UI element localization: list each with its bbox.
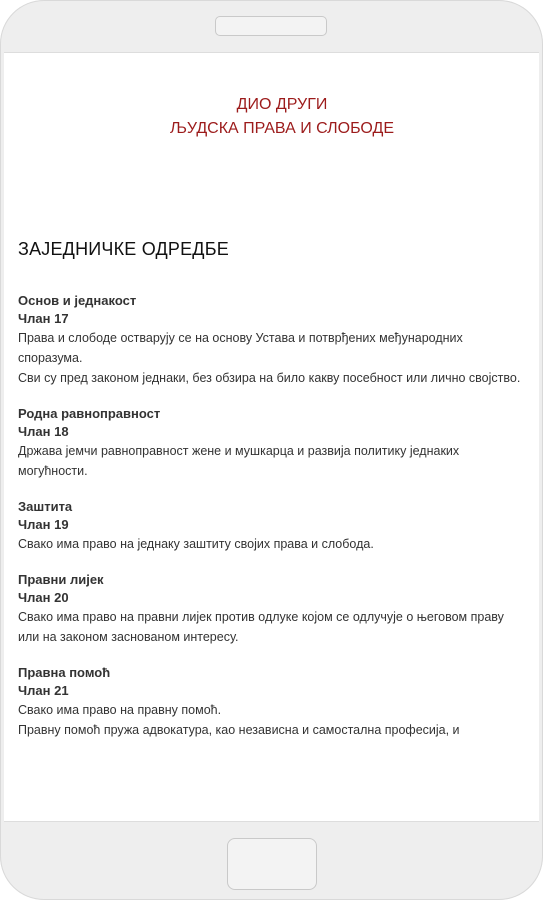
part-heading-line1: ДИО ДРУГИ: [236, 96, 328, 113]
article-number: Члан 20: [18, 590, 69, 605]
document-content: [18, 53, 526, 757]
article-text: [18, 607, 526, 647]
article-title: Родна равноправност: [18, 406, 161, 421]
article-paragraph: Свако има право на правну помоћ.: [18, 703, 222, 717]
phone-speaker: [215, 16, 327, 36]
article-paragraph: Свако има право на правни лијек против одлуке којом се одлучује о његовом праву или на законом заснованом интересу.: [18, 610, 504, 644]
article: [18, 498, 526, 554]
article-number: Члан 21: [18, 683, 69, 698]
article: [18, 571, 526, 647]
article-paragraph: Сви су пред законом једнаки, без обзира на било какву посебност или лично својство.: [18, 371, 521, 385]
article-title: Правна помоћ: [18, 665, 111, 680]
article-title: Заштита: [18, 499, 73, 514]
section-title: ЗАЈЕДНИЧКЕ ОДРЕДБЕ: [18, 239, 229, 259]
article: [18, 292, 526, 388]
home-button[interactable]: [227, 838, 317, 890]
article: [18, 405, 526, 481]
article-number: Члан 19: [18, 517, 69, 532]
article-number: Члан 18: [18, 424, 69, 439]
article-list: [18, 292, 526, 740]
screen[interactable]: [4, 52, 539, 822]
article-paragraph: Правну помоћ пружа адвокатура, као независна и самостална професија, и: [18, 723, 460, 737]
article: [18, 664, 526, 740]
article-title: Основ и једнакост: [18, 293, 137, 308]
part-heading-line2: ЉУДСКА ПРАВА И СЛОБОДЕ: [169, 120, 395, 137]
article-title: Правни лијек: [18, 572, 104, 587]
article-paragraph: Права и слободе остварују се на основу Устава и потврђених међународних споразума.: [18, 331, 463, 365]
article-text: [18, 534, 526, 554]
article-text: [18, 441, 526, 481]
article-text: [18, 328, 526, 388]
article-number: Члан 17: [18, 311, 69, 326]
article-paragraph: Држава јемчи равноправност жене и мушкарца и развија политику једнаких могућности.: [18, 444, 460, 478]
article-text: [18, 700, 526, 740]
article-paragraph: Свако има право на једнаку заштиту својих права и слобода.: [18, 537, 374, 551]
part-heading: [18, 93, 526, 141]
